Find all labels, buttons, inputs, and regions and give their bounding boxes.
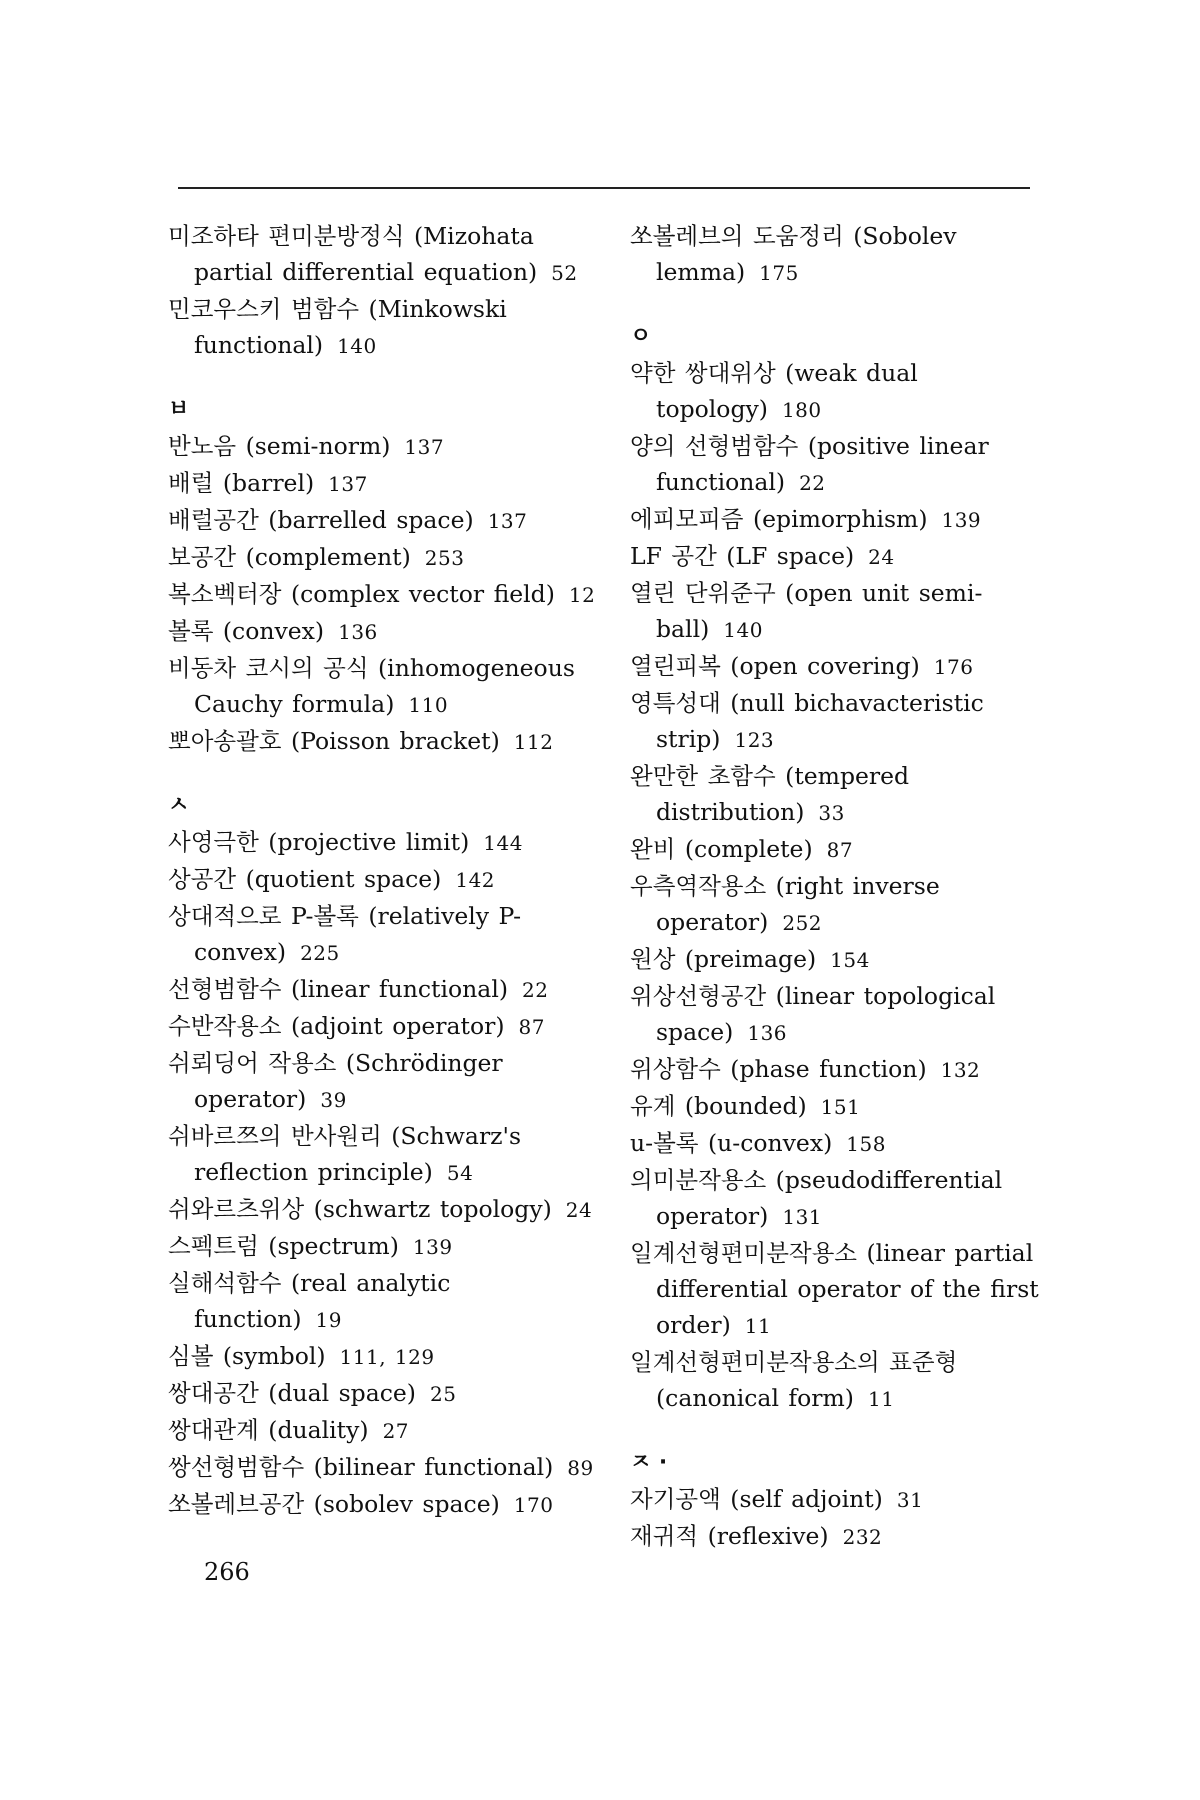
index-page-ref: 252 [782,911,823,935]
index-term: 배럴 (barrel) [168,469,315,497]
index-term: 쌍선형범함수 (bilinear functional) [168,1453,554,1481]
index-page-ref: 112 [513,730,554,754]
index-page-ref: 140 [723,618,763,642]
index-term: 쏘볼레브공간 (sobolev space) [168,1490,500,1518]
index-page-ref: 27 [382,1419,410,1443]
index-page-ref: 131 [782,1205,823,1229]
index-term: 의미분작용소 (pseudodifferential operator) [630,1166,1003,1230]
index-page-ref: 176 [933,655,974,679]
index-entry [630,1235,1050,1344]
index-term: 양의 선형범함수 (positive linear functional) [630,432,989,496]
index-entry [168,1228,598,1265]
index-entry [168,428,598,465]
index-term: 비동차 코시의 공식 (inhomogeneous Cauchy formula) [168,654,575,718]
index-page-ref: 22 [799,471,826,495]
index-entry [630,648,1050,685]
index-term: 상공간 (quotient space) [168,865,442,893]
index-term: 완만한 초함수 (tempered distribution) [630,762,910,826]
index-term: 복소벡터장 (complex vector field) [168,580,555,608]
index-entry [168,1191,598,1228]
index-column-right [630,218,1050,1555]
index-entry [630,501,1050,538]
index-page-ref: 158 [846,1132,886,1156]
index-entry [630,1051,1050,1088]
index-page-ref: 87 [518,1015,545,1039]
section-heading: ㅂ [168,397,190,422]
index-term: 뽀아송괄호 (Poisson bracket) [168,727,500,755]
index-page-ref: 22 [522,978,549,1002]
index-term: 사영극한 (projective limit) [168,828,470,856]
index-page-ref: 110 [408,693,449,717]
index-term: 볼록 (convex) [168,617,325,645]
index-entry [168,1449,598,1486]
index-term: 수반작용소 (adjoint operator) [168,1012,505,1040]
index-page-ref: 225 [300,941,340,965]
index-page-ref: 151 [820,1095,861,1119]
index-page-ref: 232 [842,1525,883,1549]
index-entry [630,1344,1050,1417]
index-page-ref: 24 [565,1198,593,1222]
index-term: 보공간 (complement) [168,543,411,571]
index-term: 심볼 (symbol) [168,1342,326,1370]
top-rule [178,187,1030,189]
index-term: 일계선형편미분작용소의 표준형 (canonical form) [630,1348,958,1412]
index-term: 유계 (bounded) [630,1092,807,1120]
index-term: 선형범함수 (linear functional) [168,975,508,1003]
index-entry [630,685,1050,758]
index-term: 미조하타 편미분방정식 (Mizohata partial differential equation) [168,222,538,286]
index-term: 위상함수 (phase function) [630,1055,927,1083]
index-page-ref: 170 [513,1493,554,1517]
index-entry [168,650,598,723]
index-entry [168,1338,598,1375]
index-entry [168,1045,598,1118]
index-term: 열린피복 (open covering) [630,652,920,680]
index-entry [168,613,598,650]
index-entry [168,576,598,613]
index-term: 영특성대 (null bichavacteristic strip) [630,689,984,753]
section-heading: ㅅ [168,793,190,818]
index-page-ref: 144 [483,831,523,855]
index-entry [630,1125,1050,1162]
index-entry [168,824,598,861]
index-entry [168,971,598,1008]
index-entry [168,898,598,971]
index-entry [630,538,1050,575]
index-entry [630,218,1050,291]
index-term: 실해석함수 (real analytic function) [168,1269,451,1333]
index-page-ref: 180 [781,398,822,422]
index-term: 일계선형편미분작용소 (linear partial differential operator of the first order) [630,1239,1039,1339]
index-page-ref: 33 [818,801,845,825]
index-entry [630,868,1050,941]
index-page-ref: 136 [338,620,378,644]
index-entry [630,978,1050,1051]
index-entry [630,1481,1050,1518]
index-entry [168,1375,598,1412]
index-entry [630,1162,1050,1235]
index-entry [168,218,598,291]
index-page-ref: 87 [826,838,854,862]
index-page-ref: 11 [744,1314,772,1338]
index-entry [630,428,1050,501]
index-entry [168,465,598,502]
index-page-ref: 52 [551,261,578,285]
index-term: 열린 단위준구 (open unit semi-ball) [630,579,983,643]
index-page-ref: 31 [896,1488,924,1512]
index-term: 배럴공간 (barrelled space) [168,506,474,534]
index-term: 상대적으로 P-볼록 (relatively P-convex) [168,902,522,966]
index-term: 쏘볼레브의 도움정리 (Sobolev lemma) [630,222,957,286]
index-page-ref: 24 [868,545,895,569]
index-page-ref: 39 [320,1088,347,1112]
index-entry [168,291,598,364]
index-entry [630,355,1050,428]
index-page-ref: 175 [759,261,799,285]
index-term: 약한 쌍대위상 (weak dual topology) [630,359,918,423]
index-term: u-볼록 (u-convex) [630,1129,833,1157]
index-term: 민코우스키 범함수 (Minkowski functional) [168,295,507,359]
index-page-ref: 137 [328,472,368,496]
index-term: 완비 (complete) [630,835,813,863]
index-page-ref: 54 [446,1161,474,1185]
index-term: 쉬와르츠위상 (schwartz topology) [168,1195,552,1223]
index-term: 쌍대공간 (dual space) [168,1379,416,1407]
section-heading: ㅈ · [630,1450,668,1475]
index-entry [630,1518,1050,1555]
section-heading: ㅇ [630,324,652,349]
index-page-ref: 154 [830,948,870,972]
index-page-ref: 137 [487,509,528,533]
index-entry [168,723,598,760]
index-term: 에피모피즘 (epimorphism) [630,505,928,533]
index-entry [168,1486,598,1523]
index-page-ref: 12 [568,583,596,607]
index-column-left [168,218,598,1523]
index-entry [168,1412,598,1449]
index-page-ref: 19 [315,1308,342,1332]
index-page-ref: 137 [404,435,445,459]
index-term: 우측역작용소 (right inverse operator) [630,872,940,936]
index-entry [168,539,598,576]
index-entry [630,831,1050,868]
index-entry [168,1008,598,1045]
index-term: 자기공액 (self adjoint) [630,1485,883,1513]
index-page-ref: 136 [747,1021,788,1045]
index-page-ref: 25 [429,1382,457,1406]
index-page-ref: 253 [424,546,465,570]
index-term: 반노음 (semi-norm) [168,432,391,460]
index-entry [168,1265,598,1338]
index-page-ref: 142 [455,868,496,892]
index-entry [168,1118,598,1191]
index-page-ref: 123 [734,728,775,752]
index-entry [168,861,598,898]
index-term: 위상선형공간 (linear topological space) [630,982,996,1046]
index-term: 쉬바르쯔의 반사원리 (Schwarz's reflection principle) [168,1122,522,1186]
index-term: 스펙트럼 (spectrum) [168,1232,399,1260]
index-term: 쌍대관계 (duality) [168,1416,369,1444]
index-entry [630,575,1050,648]
index-page-ref: 111, 129 [339,1345,435,1369]
index-page-ref: 89 [567,1456,594,1480]
index-term: 원상 (preimage) [630,945,817,973]
index-entry [630,758,1050,831]
index-term: 쉬뢰딩어 작용소 (Schrödinger operator) [168,1049,503,1113]
index-entry [168,502,598,539]
index-page-ref: 140 [337,334,377,358]
index-page-ref: 139 [412,1235,453,1259]
index-term: 재귀적 (reflexive) [630,1522,829,1550]
index-entry [630,941,1050,978]
index-page-ref: 11 [867,1387,895,1411]
page-number: 266 [204,1558,250,1586]
index-entry [630,1088,1050,1125]
index-page-ref: 132 [940,1058,981,1082]
index-page-ref: 139 [941,508,982,532]
index-term: LF 공간 (LF space) [630,542,855,570]
